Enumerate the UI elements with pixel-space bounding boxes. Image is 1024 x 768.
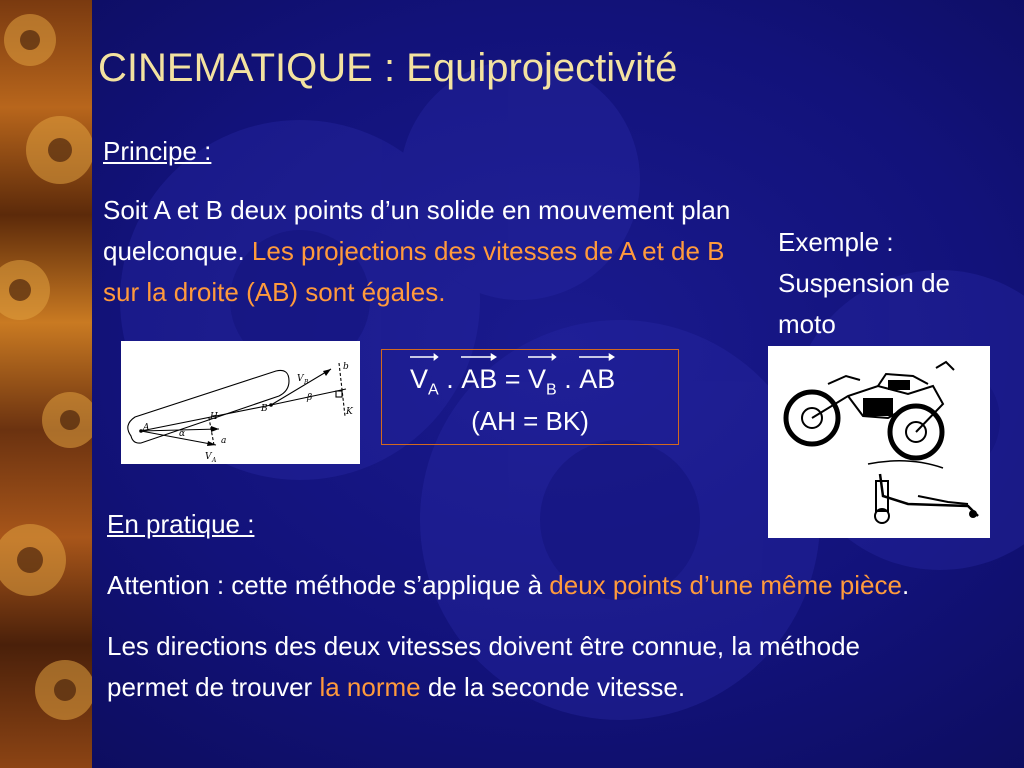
principe-paragraph [103, 190, 743, 313]
pratique-heading: En pratique : [107, 509, 255, 539]
formula-va-sub: A [428, 381, 439, 399]
vector-va [410, 364, 439, 399]
formula-main [410, 364, 615, 399]
vector-vb [528, 364, 557, 399]
directions-text-2: de la seconde vitesse. [420, 672, 686, 702]
formula-dot-1: . [438, 364, 462, 394]
decorative-gear-strip [0, 0, 92, 768]
formula-va: V [410, 364, 429, 394]
formula-vb: V [528, 364, 547, 394]
label-beta: β [307, 393, 313, 403]
formula-vb-sub: B [546, 381, 557, 399]
formula-dot-2: . [556, 364, 580, 394]
directions-paragraph [107, 626, 937, 708]
principe-highlight: Les projections des vitesses de A et de B sur la droite (AB) sont égales. [103, 236, 725, 307]
formula-ab-1: AB [461, 364, 498, 394]
equiprojectivity-diagram [121, 341, 360, 464]
formula-ab-2: AB [579, 364, 616, 394]
label-vb-sub: B [304, 379, 309, 386]
slide-title: CINEMATIQUE : Equiprojectivité [98, 46, 678, 90]
principe-heading: Principe : [103, 136, 212, 166]
vector-ab-2 [579, 364, 615, 395]
formula-note: (AH = BK) [471, 406, 589, 436]
label-alpha: α [179, 429, 186, 439]
vector-arrow-icon [579, 352, 615, 362]
label-va: V [205, 452, 212, 462]
label-vb: V [297, 374, 304, 384]
attention-end: . [901, 570, 910, 600]
example-label: Exemple : Suspension de moto [778, 227, 951, 339]
directions-highlight: la norme [319, 672, 421, 702]
vector-arrow-icon [528, 352, 557, 362]
formula-equals: = [497, 364, 529, 394]
label-a: A [143, 423, 150, 433]
equiprojectivity-formula-box [381, 349, 679, 445]
label-small-a: a [221, 436, 227, 446]
vector-arrow-icon [461, 352, 497, 362]
label-k: K [346, 407, 353, 417]
label-h: H [210, 412, 218, 422]
label-b: B [261, 404, 268, 414]
label-small-b: b [343, 362, 349, 372]
vector-arrow-icon [410, 352, 439, 362]
motorcycle-suspension-image [768, 346, 990, 538]
attention-text: Attention : cette méthode s’applique à [107, 570, 550, 600]
attention-highlight: deux points d’une même pièce [549, 570, 902, 600]
vector-ab-1 [461, 364, 497, 395]
principe-text: Soit A et B deux points d’un solide en mouvement plan quelconque. [103, 195, 731, 266]
directions-text-1: Les directions des deux vitesses doivent être connue, la méthode permet de trouver [107, 631, 861, 702]
label-va-sub: A [212, 457, 217, 464]
attention-paragraph [107, 565, 909, 606]
